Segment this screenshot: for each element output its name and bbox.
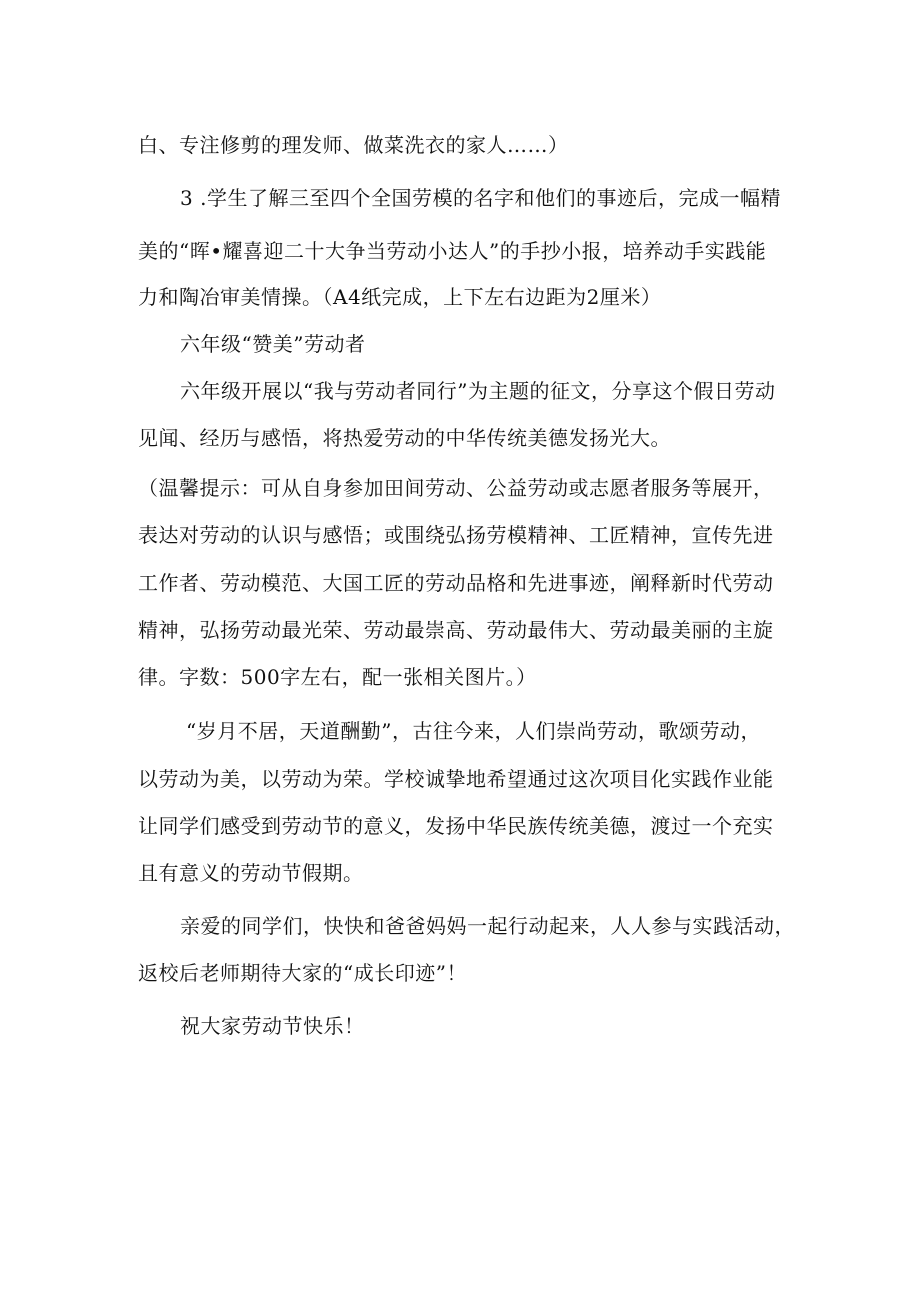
text-line-11: 精神，弘扬劳动最光荣、劳动最崇高、劳动最伟大、劳动最美丽的主旋 — [138, 618, 774, 642]
text-line-3: 美的“晖•耀喜迎二十大争当劳动小达人”的手抄小报，培养动手实践能 — [138, 239, 767, 263]
text-line-7: 见闻、经历与感悟，将热爱劳动的中华传统美德发扬光大。 — [138, 426, 671, 450]
section-heading-grade-six: 六年级“赞美”劳动者 — [180, 332, 366, 356]
text-line-15: 让同学们感受到劳动节的意义，发扬中华民族传统美德，渡过一个充实 — [138, 814, 774, 838]
text-line-9: 表达对劳动的认识与感悟；或围绕弘扬劳模精神、工匠精神，宣传先进 — [138, 523, 774, 547]
text-line-18: 返校后老师期待大家的“成长印迹”！ — [138, 961, 467, 985]
text-line-17: 亲爱的同学们，快快和爸爸妈妈一起行动起来，人人参与实践活动， — [180, 914, 795, 938]
text-line-2: 3 .学生了解三至四个全国劳模的名字和他们的事迹后，完成一幅精 — [180, 186, 781, 210]
closing-greeting: 祝大家劳动节快乐！ — [180, 1014, 365, 1038]
text-line-10: 工作者、劳动模范、大国工匠的劳动品格和先进事迹，阐释新时代劳动 — [138, 571, 774, 595]
text-line-16: 且有意义的劳动节假期。 — [138, 861, 364, 885]
text-line-12: 律。字数：500字左右，配一张相关图片。） — [138, 665, 537, 689]
text-line-8: （温馨提示：可从自身参加田间劳动、公益劳动或志愿者服务等展开， — [138, 476, 774, 500]
text-line-1: 白、专注修剪的理发师、做菜洗衣的家人……） — [138, 133, 569, 157]
text-line-4: 力和陶冶审美情操。（A4纸完成，上下左右边距为2厘米） — [138, 285, 662, 309]
text-line-6: 六年级开展以“我与劳动者同行”为主题的征文，分享这个假日劳动 — [180, 379, 776, 403]
text-line-13: “岁月不居，天道酬勤”，古往今来，人们崇尚劳动，歌颂劳动， — [186, 719, 761, 743]
text-line-14: 以劳动为美，以劳动为荣。学校诚挚地希望通过这次项目化实践作业能 — [138, 767, 774, 791]
